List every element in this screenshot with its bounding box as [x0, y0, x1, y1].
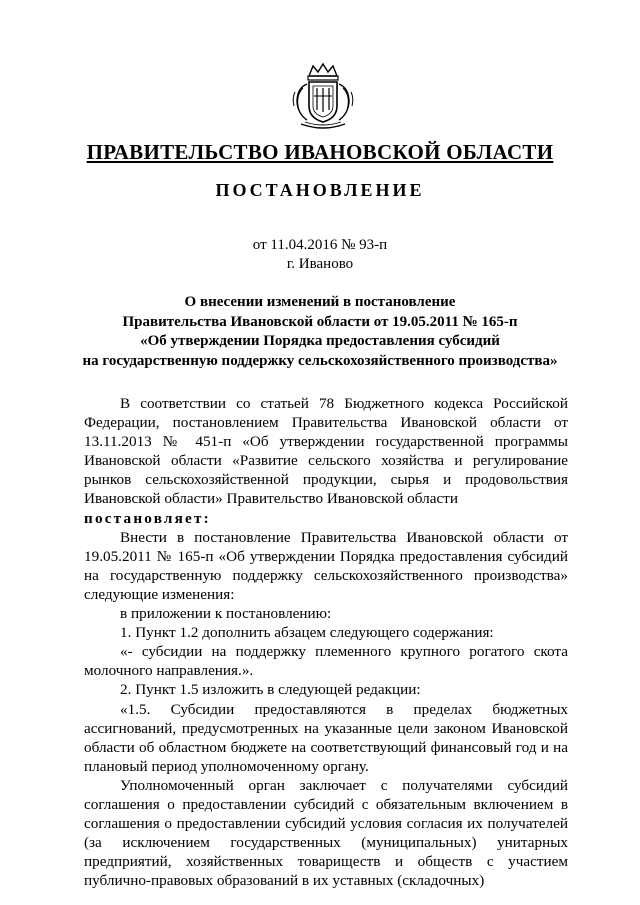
body-paragraph: «- субсидии на поддержку племенного крупного рогатого скота молочного направления.». — [84, 643, 568, 680]
body-paragraph: «1.5. Субсидии предоставляются в пределах бюджетных ассигнований, предусмотренных на указанные цели законом Ивановской области об областном бюджете на соответствующий финансовый год и на плановый период уполномоченному органу. — [84, 700, 568, 775]
body-paragraph: в приложении к постановлению: — [120, 605, 332, 623]
decree-word: постановляет: — [84, 509, 211, 527]
heading-line: на государственную поддержку сельскохозяйственного производства» — [82, 352, 558, 369]
document-date-number: от 11.04.2016 № 93-п — [252, 237, 388, 253]
heading-line: О внесении изменений в постановление — [184, 294, 456, 310]
ivanovo-coat-of-arms-icon — [291, 62, 355, 132]
body-paragraph: В соответствии со статьей 78 Бюджетного кодекса Российской Федерации, постановлением Правительства Ивановской области от 13.11.2013 № 451-п «Об утверждении государственной программы Ивановской области «Развитие сельского хозяйства и регулирование рынков сельскохозяйственной продукции, сырья и продовольствия Ивановской области» Правительство Ивановской области — [84, 395, 568, 508]
decree-word-paragraph — [84, 509, 568, 528]
document-type: ПОСТАНОВЛЕНИЕ — [215, 180, 425, 200]
body-paragraph: 1. Пункт 1.2 дополнить абзацем следующего содержания: — [120, 624, 494, 642]
document-heading — [60, 293, 580, 371]
heading-line: «Об утверждении Порядка предоставления субсидий — [140, 333, 500, 349]
body-paragraph: 2. Пункт 1.5 изложить в следующей редакции: — [120, 681, 421, 699]
government-title: ПРАВИТЕЛЬСТВО ИВАНОВСКОЙ ОБЛАСТИ — [86, 140, 554, 164]
body-paragraph: Внести в постановление Правительства Ивановской области от 19.05.2011 № 165-п «Об утверждении Порядка предоставления субсидий на государственную поддержку сельскохозяйственного производства» следующие изменения: — [84, 528, 568, 603]
document-city: г. Иваново — [286, 256, 354, 272]
heading-line: Правительства Ивановской области от 19.05.2011 № 165-п — [122, 313, 518, 330]
document-body — [84, 394, 568, 890]
body-paragraph: Уполномоченный орган заключает с получателями субсидий соглашения о предоставлении субсидий с обязательным включением в соглашения о предоставлении субсидий условия согласия их получателей (за исключением государственных (муниципальных) унитарных предприятий, хозяйственных товариществ и обществ с участием публично-правовых образований в их уставных (складочных) — [84, 776, 568, 890]
